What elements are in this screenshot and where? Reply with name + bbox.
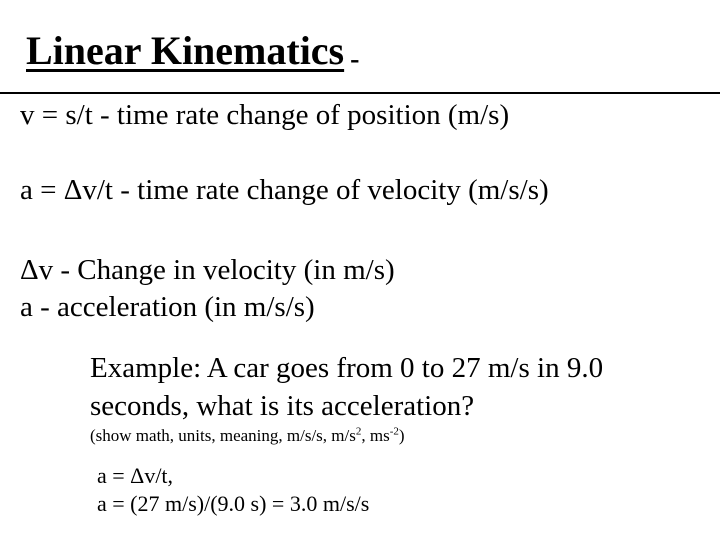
- example-line-1: Example: A car goes from 0 to 27 m/s in 9.0: [90, 352, 604, 384]
- title-block: [26, 27, 359, 76]
- note-text-start: (show math, units, meaning, m/s/s, m/s: [90, 426, 356, 445]
- title-divider: [0, 92, 720, 94]
- note-exponent-1: 2: [355, 425, 362, 438]
- note-exponent-2: -2: [389, 425, 399, 438]
- acceleration-definition: a = Δv/t - time rate change of velocity (m/s/s): [20, 174, 549, 206]
- a-definition: a - acceleration (in m/s/s): [20, 291, 315, 323]
- page-title: Linear Kinematics: [26, 28, 345, 73]
- title-dash: -: [350, 44, 360, 75]
- velocity-definition: v = s/t - time rate change of position (m/s): [20, 99, 510, 131]
- note-text-mid: , ms: [361, 426, 390, 445]
- solution-line-2: a = (27 m/s)/(9.0 s) = 3.0 m/s/s: [97, 491, 370, 516]
- example-line-2: seconds, what is its acceleration?: [90, 390, 475, 422]
- delta-v-definition: Δv - Change in velocity (in m/s): [20, 254, 395, 286]
- example-note: [90, 425, 405, 447]
- note-text-end: ): [398, 426, 405, 445]
- solution-line-1: a = Δv/t,: [97, 463, 174, 488]
